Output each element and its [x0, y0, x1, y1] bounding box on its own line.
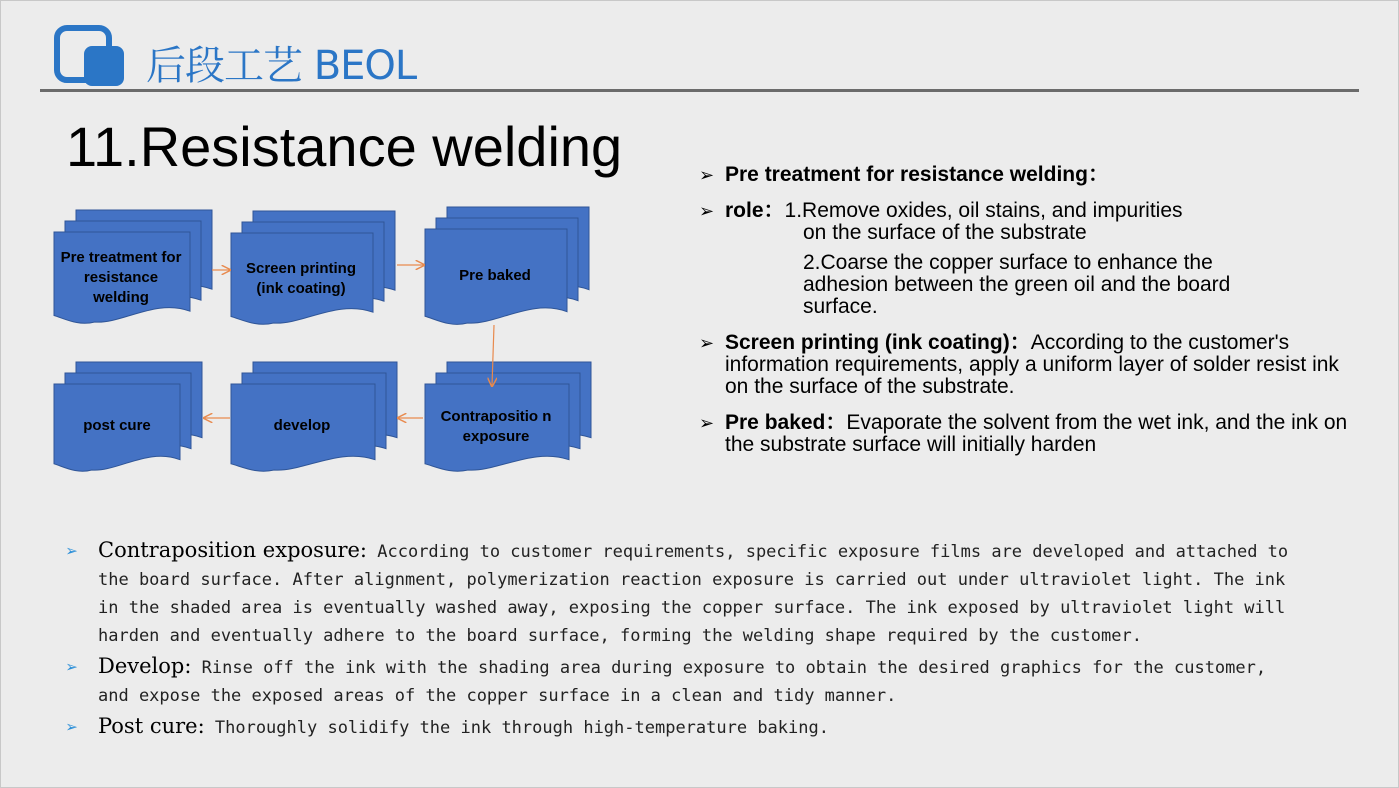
bullet-head: Pre treatment for resistance welding：: [725, 163, 1109, 186]
arrow-bullet-icon: ➢: [66, 655, 79, 679]
bullet-screen-printing: [699, 332, 1349, 398]
bullet-text: Rinse off the ink with the shading area during exposure to obtain the desired graphics for the customer, and expose the exposed areas of the copper surface in a clean and tidy manner.: [98, 658, 1267, 706]
arrow-bullet-icon: ➢: [66, 539, 79, 563]
flow-step-post-cure: post cure: [83, 417, 151, 434]
bullet-text-continued: on the surface of the substrate: [803, 221, 1087, 244]
flow-step-pretreatment: Pre treatment for resistance welding: [60, 249, 182, 306]
bullet-pre-baked: [699, 412, 1349, 456]
arrow-bullet-icon: ➢: [699, 201, 715, 221]
bullet-head: Post cure:: [98, 714, 205, 738]
bullet-head: Develop:: [98, 654, 192, 678]
flow-step-screen-printing: Screen printing (ink coating): [245, 260, 357, 297]
bullet-text: Evaporate the solvent from the wet ink, and the ink on the substrate surface will initially harden: [725, 411, 1348, 456]
header-title: 后段工艺 BEOL: [146, 43, 417, 89]
arrow-bullet-icon: ➢: [699, 333, 715, 353]
flow-step-pre-baked: Pre baked: [459, 267, 531, 284]
arrow-bullet-icon: ➢: [699, 413, 715, 433]
bullet-develop: [66, 652, 1296, 710]
flow-step-contraposition-exposure: Contrapositio n exposure: [440, 408, 552, 445]
bullet-text: According to the customer's information requirements, apply a uniform layer of solder resist ink on the surface of the substrate.: [725, 331, 1339, 398]
bullet-contraposition-exposure: [66, 536, 1296, 650]
arrow-bullet-icon: ➢: [66, 715, 79, 739]
bullet-head: role：: [725, 199, 785, 222]
bullet-text: Thoroughly solidify the ink through high-temperature baking.: [204, 718, 829, 738]
slide-title: 11.Resistance welding: [66, 115, 623, 178]
bullet-role: [699, 200, 1349, 318]
bullet-text: According to customer requirements, specific exposure films are developed and attached to the board surface. After alignment, polymerization reaction exposure is carried out under ultraviolet light. The ink in the shaded area is eventually washed away, exposing the copper surface. The ink exposed by ultraviolet light will harden and eventually adhere to the board surface, forming the welding shape required by the customer.: [98, 542, 1289, 646]
bullet-text: 1.Remove oxides, oil stains, and impurities: [784, 199, 1183, 222]
bullet-head: Contraposition exposure:: [98, 538, 368, 562]
bullet-head: Screen printing (ink coating)：: [725, 331, 1031, 354]
bullet-post-cure: [66, 712, 1296, 742]
right-bullet-list: [699, 164, 1349, 470]
bullet-head: Pre baked：: [725, 411, 847, 434]
bottom-bullet-list: [66, 536, 1296, 742]
bullet-pretreatment: [699, 164, 1349, 186]
arrow-bullet-icon: ➢: [699, 165, 715, 185]
bullet-text-point-2: 2.Coarse the copper surface to enhance the adhesion between the green oil and the board surface.: [803, 251, 1231, 318]
flow-step-develop: develop: [273, 417, 331, 434]
